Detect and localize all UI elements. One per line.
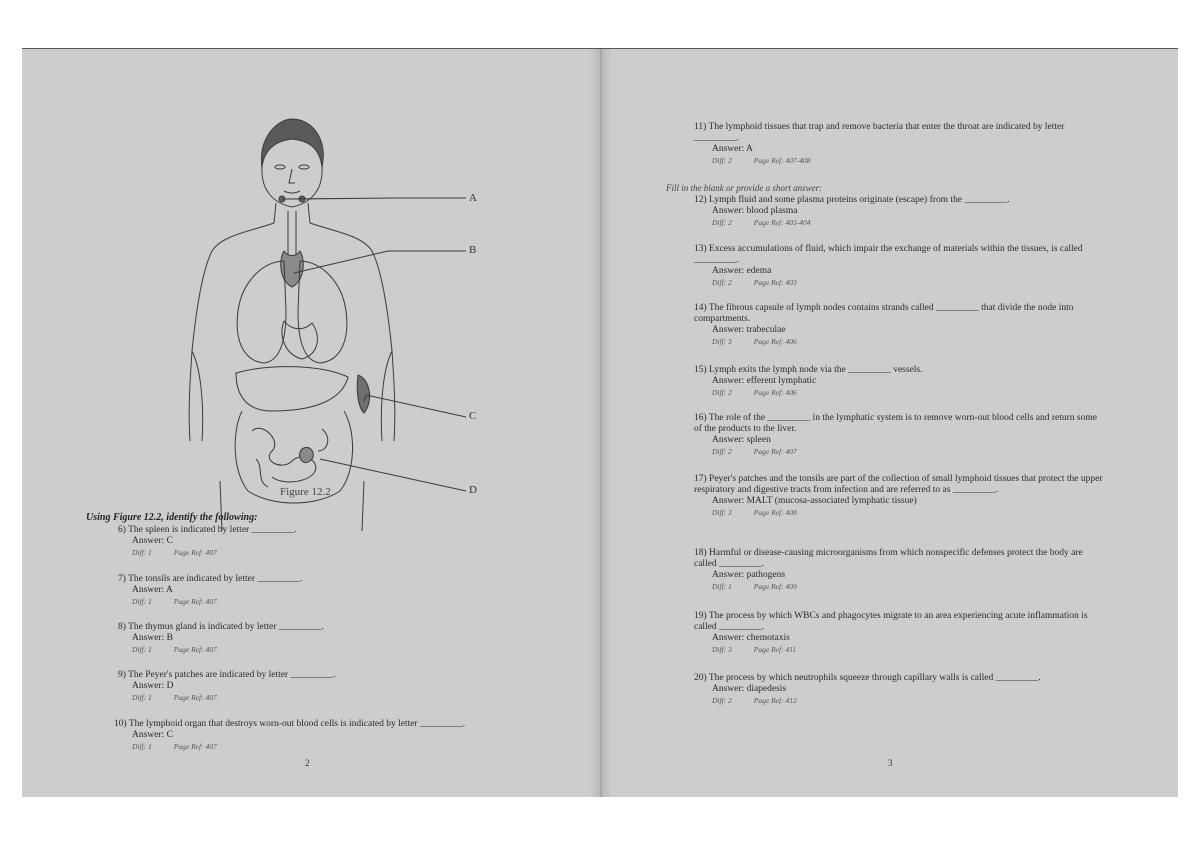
difficulty: Diff: 1 [132, 548, 152, 557]
question-20 [694, 673, 1104, 706]
question-answer: Answer: blood plasma [712, 206, 798, 216]
difficulty: Diff: 2 [712, 278, 732, 287]
question-meta [132, 644, 578, 655]
question-meta [712, 446, 1104, 457]
question-answer: Answer: pathogens [712, 570, 786, 580]
page-ref: Page Ref: 407 [173, 548, 217, 557]
difficulty: Diff: 2 [712, 156, 732, 165]
question-stem: 14) The fibrous capsule of lymph nodes contains strands called _________ that divide the node into compartments. [694, 303, 1074, 324]
difficulty: Diff: 2 [712, 696, 732, 705]
question-stem: 7) The tonsils are indicated by letter _________. [118, 574, 303, 584]
difficulty: Diff: 1 [132, 645, 152, 654]
question-stem: 17) Peyer's patches and the tonsils are part of the collection of small lymphoid tissues that protect the upper respiratory and digestive tracts from infection and are referred to as _________. [694, 474, 1103, 495]
page-ref: Page Ref: 403 [753, 278, 797, 287]
question-answer: Answer: edema [712, 266, 772, 276]
question-answer: Answer: B [132, 633, 173, 643]
question-answer: Answer: A [712, 144, 753, 154]
section-heading: Using Figure 12.2, identify the following: [86, 512, 258, 523]
question-stem: 11) The lymphoid tissues that trap and remove bacteria that enter the throat are indicated by letter _________. [694, 122, 1065, 143]
question-answer: Answer: D [132, 681, 174, 691]
liver [236, 367, 348, 411]
question-meta [132, 596, 578, 607]
question-stem: 15) Lymph exits the lymph node via the _________ vessels. [694, 365, 923, 375]
figure-label-d: D [469, 484, 477, 496]
peyers-patch [300, 447, 314, 462]
question-meta [712, 387, 1104, 398]
right-page [600, 49, 1178, 797]
question-stem: 19) The process by which WBCs and phagocytes migrate to an area experiencing acute inflammation is called _________. [694, 611, 1088, 632]
question-stem: 18) Harmful or disease-causing microorganisms from which nonspecific defenses protect the body are called _________. [694, 548, 1083, 569]
heart [282, 321, 317, 359]
question-meta [712, 644, 1104, 655]
question-18 [694, 548, 1104, 592]
question-meta [712, 507, 1104, 518]
hair [261, 119, 323, 167]
page-number: 2 [305, 758, 310, 768]
difficulty: Diff: 2 [712, 218, 732, 227]
figure-label-b: B [469, 244, 477, 256]
page-ref: Page Ref: 403-404 [753, 218, 811, 227]
question-12 [694, 195, 1104, 228]
question-answer: Answer: C [132, 536, 173, 546]
question-meta [712, 336, 1104, 347]
difficulty: Diff: 1 [712, 582, 732, 591]
question-6 [118, 525, 578, 558]
page-ref: Page Ref: 408 [753, 508, 797, 517]
difficulty: Diff: 3 [712, 508, 732, 517]
question-15 [694, 365, 1104, 398]
left-page [22, 49, 600, 797]
question-answer: Answer: A [132, 585, 173, 595]
page-ref: Page Ref: 407 [753, 447, 797, 456]
question-meta [132, 547, 578, 558]
question-14 [694, 303, 1104, 347]
question-7 [118, 574, 578, 607]
page-ref: Page Ref: 411 [753, 645, 797, 654]
question-13 [694, 244, 1104, 288]
page-ref: Page Ref: 409 [753, 582, 797, 591]
lung-left [237, 261, 286, 363]
difficulty: Diff: 1 [132, 693, 152, 702]
difficulty: Diff: 1 [132, 597, 152, 606]
difficulty: Diff: 2 [712, 388, 732, 397]
page-ref: Page Ref: 407 [173, 597, 217, 606]
book-spread [22, 49, 1178, 797]
difficulty: Diff: 2 [712, 447, 732, 456]
question-stem: 20) The process by which neutrophils squeeze through capillary walls is called _________. [694, 673, 1041, 683]
question-meta [132, 741, 584, 752]
figure-label-c: C [469, 410, 477, 422]
page-number: 3 [888, 758, 893, 768]
difficulty: Diff: 3 [712, 645, 732, 654]
page-ref: Page Ref: 407 [173, 645, 217, 654]
question-answer: Answer: MALT (mucosa-associated lymphatic tissue) [712, 496, 917, 506]
page-ref: Page Ref: 407 [173, 693, 217, 702]
question-answer: Answer: C [132, 730, 173, 740]
difficulty: Diff: 3 [712, 337, 732, 346]
question-answer: Answer: trabeculae [712, 325, 786, 335]
question-meta [712, 695, 1104, 706]
question-stem: 8) The thymus gland is indicated by letter _________. [118, 622, 324, 632]
page-ref: Page Ref: 406 [753, 388, 797, 397]
question-10 [114, 719, 584, 752]
spleen [357, 375, 369, 413]
question-meta [132, 692, 578, 703]
question-11 [694, 122, 1104, 166]
question-16 [694, 413, 1104, 457]
question-stem: 16) The role of the _________ in the lymphatic system is to remove worn-out blood cells and return some of the products to the liver. [694, 413, 1097, 434]
question-19 [694, 611, 1104, 655]
question-answer: Answer: efferent lymphatic [712, 376, 817, 386]
question-stem: 13) Excess accumulations of fluid, which impair the exchange of materials within the tissues, is called _________. [694, 244, 1083, 265]
page-ref: Page Ref: 412 [753, 696, 797, 705]
lymphatic-figure [152, 111, 482, 541]
figure-caption: Figure 12.2 [280, 486, 331, 498]
lung-right [298, 261, 347, 363]
question-meta [712, 217, 1104, 228]
question-meta [712, 581, 1104, 592]
figure-label-a: A [469, 192, 477, 204]
page-ref: Page Ref: 407-408 [753, 156, 811, 165]
difficulty: Diff: 1 [132, 742, 152, 751]
question-17 [694, 474, 1104, 518]
question-stem: 10) The lymphoid organ that destroys worn-out blood cells is indicated by letter _________. [114, 719, 466, 729]
question-answer: Answer: spleen [712, 435, 771, 445]
section-heading: Fill in the blank or provide a short answer: [666, 183, 823, 193]
question-8 [118, 622, 578, 655]
question-answer: Answer: diapedesis [712, 684, 787, 694]
question-meta [712, 155, 1104, 166]
question-answer: Answer: chemotaxis [712, 633, 790, 643]
question-stem: 9) The Peyer's patches are indicated by letter _________. [118, 670, 336, 680]
page-ref: Page Ref: 407 [173, 742, 217, 751]
question-9 [118, 670, 578, 703]
question-stem: 6) The spleen is indicated by letter _________. [118, 525, 297, 535]
question-meta [712, 277, 1104, 288]
question-stem: 12) Lymph fluid and some plasma proteins originate (escape) from the _________. [694, 195, 1010, 205]
page-ref: Page Ref: 406 [753, 337, 797, 346]
